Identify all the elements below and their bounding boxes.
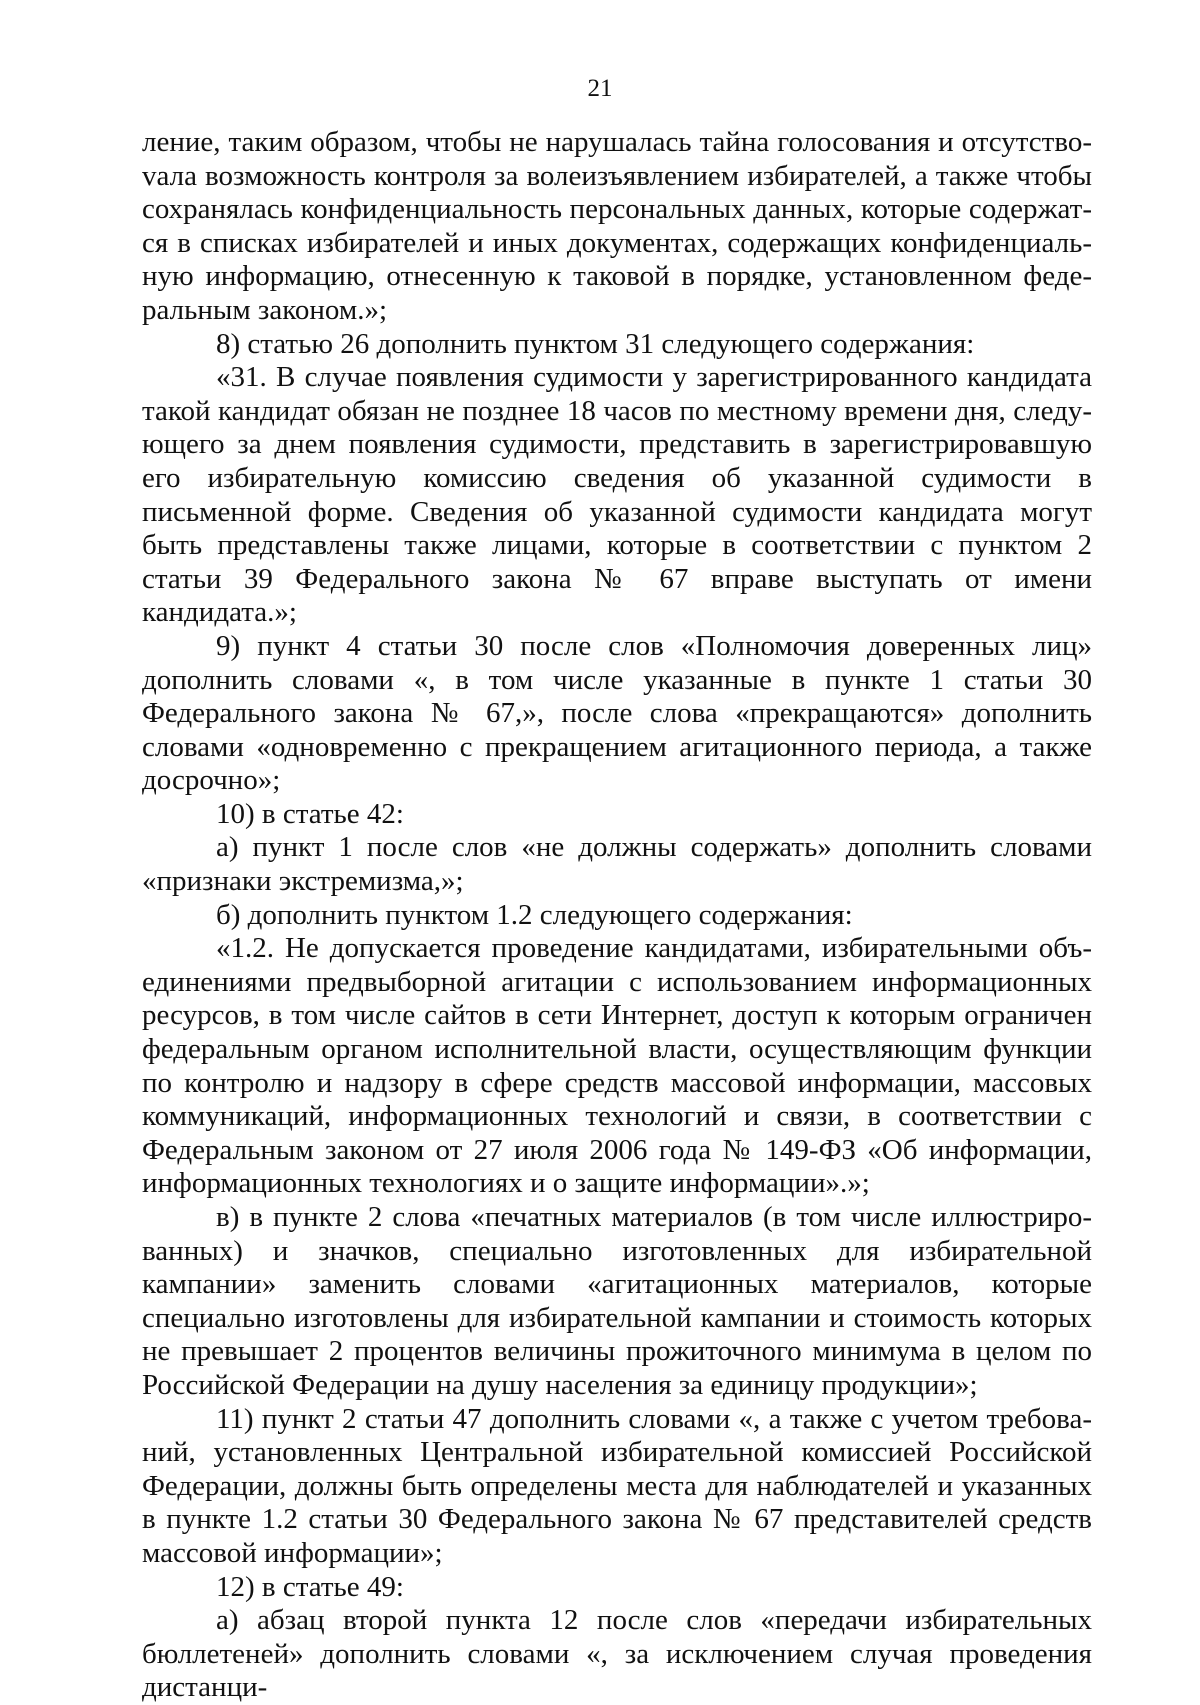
paragraph-item-10v: в) в пункте 2 слова «печатных материалов (в том числе иллюстрированных) и значков, специально изготовленных для избирательной кампании» заменить словами «агитационных материалов, которые специально изготовлены для избирательной кампании и стоимость которых не превышает 2 процентов величины прожиточного минимума в целом по Российской Федерации на душу населения за единицу продукции»; — [142, 1201, 1092, 1401]
paragraph-item-10: 10) в статье 42: — [216, 797, 404, 830]
paragraph-item-12a: а) абзац второй пункта 12 после слов «передачи избирательных бюллетеней» дополнить словами «, за исключением случая проведения дистанци- — [142, 1604, 1092, 1704]
paragraph-item-10a: а) пункт 1 после слов «не должны содержать» дополнить словами «признаки экстремизма,»; — [142, 831, 1092, 898]
page-number: 21 — [587, 75, 613, 102]
paragraph-item-12: 12) в статье 49: — [216, 1570, 404, 1603]
paragraph-quote-1-2: «1.2. Не допускается проведение кандидатами, избирательными объединениями предвыборной агитации с использованием информационных ресурсов, в том числе сайтов в сети Интернет, доступ к которым ограничен федеральным органом исполнительной власти, осуществляющим функции по контролю и надзору в сфере средств массовой информации, массовых коммуникаций, информационных технологий и связи, в соответствии с Федеральным законом от 27 июля 2006 года № 149-ФЗ «Об информации, информационных технологиях и о защите информации».»; — [142, 932, 1092, 1200]
paragraph-item-10b: б) дополнить пунктом 1.2 следующего содержания: — [216, 898, 853, 931]
paragraph-item-11: 11) пункт 2 статьи 47 дополнить словами «, а также с учетом требований, установленных Центральной избирательной комиссией Российской Федерации, должны быть определены места для наблюдателей и указанных в пункте 1.2 статьи 30 Федерального закона № 67 представителей средств массовой информации»; — [142, 1402, 1092, 1569]
paragraph-item-9: 9) пункт 4 статьи 30 после слов «Полномочия доверенных лиц» дополнить словами «, в том числе указанные в пункте 1 статьи 30 Федерального закона № 67,», после слова «прекращаются» дополнить словами «одновременно с прекращением агитационного периода, а также досрочно»; — [142, 629, 1092, 797]
document-text — [142, 126, 1092, 1705]
paragraph-quote-31: «31. В случае появления судимости у зарегистрированного кандидата такой кандидат обязан не позднее 18 часов по местному времени дня, следующего за днем появления судимости, представить в зарегистрировавшую его избирательную комиссию сведения об указанной судимости в письменной форме. Сведения об указанной судимости кандидата могут быть представлены также лицами, которые в соответствии с пунктом 2 статьи 39 Федерального закона № 67 вправе выступать от имени кандидата.»; — [142, 361, 1092, 629]
paragraph-continuation: ление, таким образом, чтобы не нарушалась тайна голосования и отсутствоvала возможность контроля за волеизъявлением избирателей, а также чтобы сохранялась конфиденциальность персональных данных, которые содержатся в списках избирателей и иных документах, содержащих конфиденциальную информацию, отнесенную к таковой в порядке, установленном федеральным законом.»; — [142, 126, 1092, 326]
paragraph-item-8: 8) статью 26 дополнить пунктом 31 следующего содержания: — [216, 327, 975, 360]
